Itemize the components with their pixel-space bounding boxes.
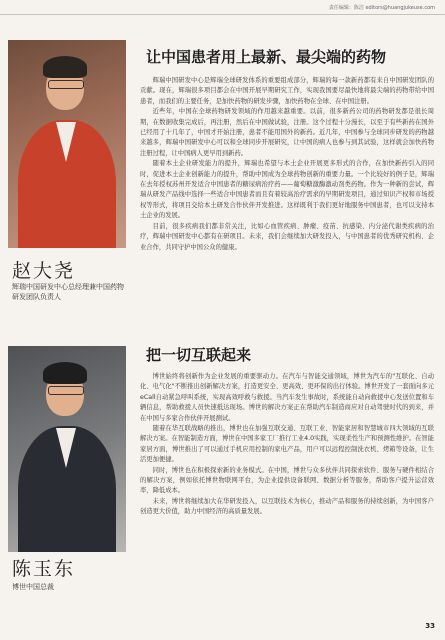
header-text: 责任编辑：陈洁 editors@huangjukeuse.com — [328, 5, 435, 11]
paragraph: 随着在华互联战略的推出，博世也在加强互联交通、互联工业、智能家居和智慧城市四大领域的互联解决方案。在智能制造方面，博世在中国多家工厂推行工业4.0实践，实现柔性生产和预测性维护。在智能家居方面，博世推出了可以通过手机应用控制的家电产品，用户可以远程控制洗衣机、烤箱等设备，让生活更加便捷。 — [140, 425, 434, 464]
signature-1: 赵大尧 — [12, 260, 76, 282]
article-1 — [0, 18, 445, 318]
article-title-2: 把一切互联起来 — [146, 346, 252, 364]
photo-caption-1: 辉瑞中国研发中心总经理兼中国药物研发团队负责人 — [12, 283, 124, 301]
portrait-photo-2 — [8, 346, 126, 552]
paragraph: 随着本土企业研发能力的提升，辉瑞也希望与本土企业开展更多形式的合作，在加快新药引入的同时，促进本土企业创新能力的提升，帮助中国成为全球药物创新的重要力量。一个比较好的例子是，辉瑞在去年授权苏州开发适合中国患者的糖尿病治疗药——葡萄糖激酶激动剂类药物。作为一种新的尝试，辉瑞从研发产品线中选择一些适合中国患者而且有着较高治疗需求的早期研发项目，通过知识产权和市场授权等形式，将项目交给本土研发合作伙伴开发推进。这样既利于我们更好地服务中国患者，也可以支持本土企业的发展。 — [140, 160, 434, 220]
paragraph: 辉瑞中国研发中心是辉瑞全球研发体系的重要组成部分，辉瑞的每一款新药都有来自中国研发团队的贡献。现在，辉瑞很多项目都会在中国开展早期研究工作，实现我国要尽最快地将最尖端的药物带给中国患者，而我们的主要任务，是加快药物的研发步骤，加快药物在全球、在中国注册。 — [140, 77, 434, 105]
article-2 — [0, 338, 445, 628]
article-body-2 — [140, 372, 434, 628]
paragraph: 近些年，中国在全球药物研发领域的作用越来越重要。以前，很多新药公司的药物研发都是很长周期，在数据收集完成后，再注册，然后在中国做试验，注册。这个过程十分漫长，以至于有些新药在国外已经用了十几年了，中国才开始注册，患者不能用国外的新药。近几年，中国参与全球同步研发的药物越来越多，辉瑞中国研发中心可以和全球同步开展研究，让中国的病人也参与到其试验，这样就会加快药物注册过程，让中国病人更早用到新药。 — [140, 108, 434, 157]
paragraph: 同时，博世也在积极探索新的业务模式。在中国，博世与众多伙伴共同探索软件、服务与硬件相结合的解决方案，例如依托博世物联网平台，为企业提供设备联网、数据分析等服务，帮助客户提升运营效率，降低成本。 — [140, 466, 434, 495]
paragraph: 未来，博世将继续加大在华研发投入，以互联技术为核心，推动产品和服务的持续创新，为中国客户创造更大价值，助力中国经济的高质量发展。 — [140, 497, 434, 516]
paragraph: 博世始终将创新作为企业发展的重要驱动力。在汽车与智能交通领域，博世为汽车的"互联化、自动化、电气化"不断推出创新解决方案，打造更安全、更高效、更环保的出行体验。博世开发了一套面向多元eCall自动紧急呼叫系统，实现高效呼救与救援。当汽车发生事故时，系统能自动向救援中心发送位置和车辆信息，帮助救援人员快速抵达现场。博世的解决方案正在帮助汽车制造商应对自动驾驶时代的到来，并在中国与多家合作伙伴开展测试。 — [140, 373, 434, 422]
portrait-photo-1 — [8, 40, 126, 248]
page-header — [0, 0, 445, 15]
signature-2: 陈玉东 — [12, 558, 76, 580]
paragraph: 目前，很多疾病我们都非常关注，比如心血管疾病、肿瘤、疫苗、抗感染、内分泌代谢类疾病的治疗，辉瑞中国研发中心都有在研项目。未来，我们会继续加大研发投入，与中国患者的优秀研究机构、企业合作，共同守护中国公众的健康。 — [140, 222, 434, 251]
article-title-1: 让中国患者用上最新、最尖端的药物 — [146, 48, 387, 66]
photo-caption-2: 博世中国总裁 — [12, 583, 54, 591]
page-number: 33 — [425, 622, 435, 630]
article-body-1 — [140, 76, 434, 316]
